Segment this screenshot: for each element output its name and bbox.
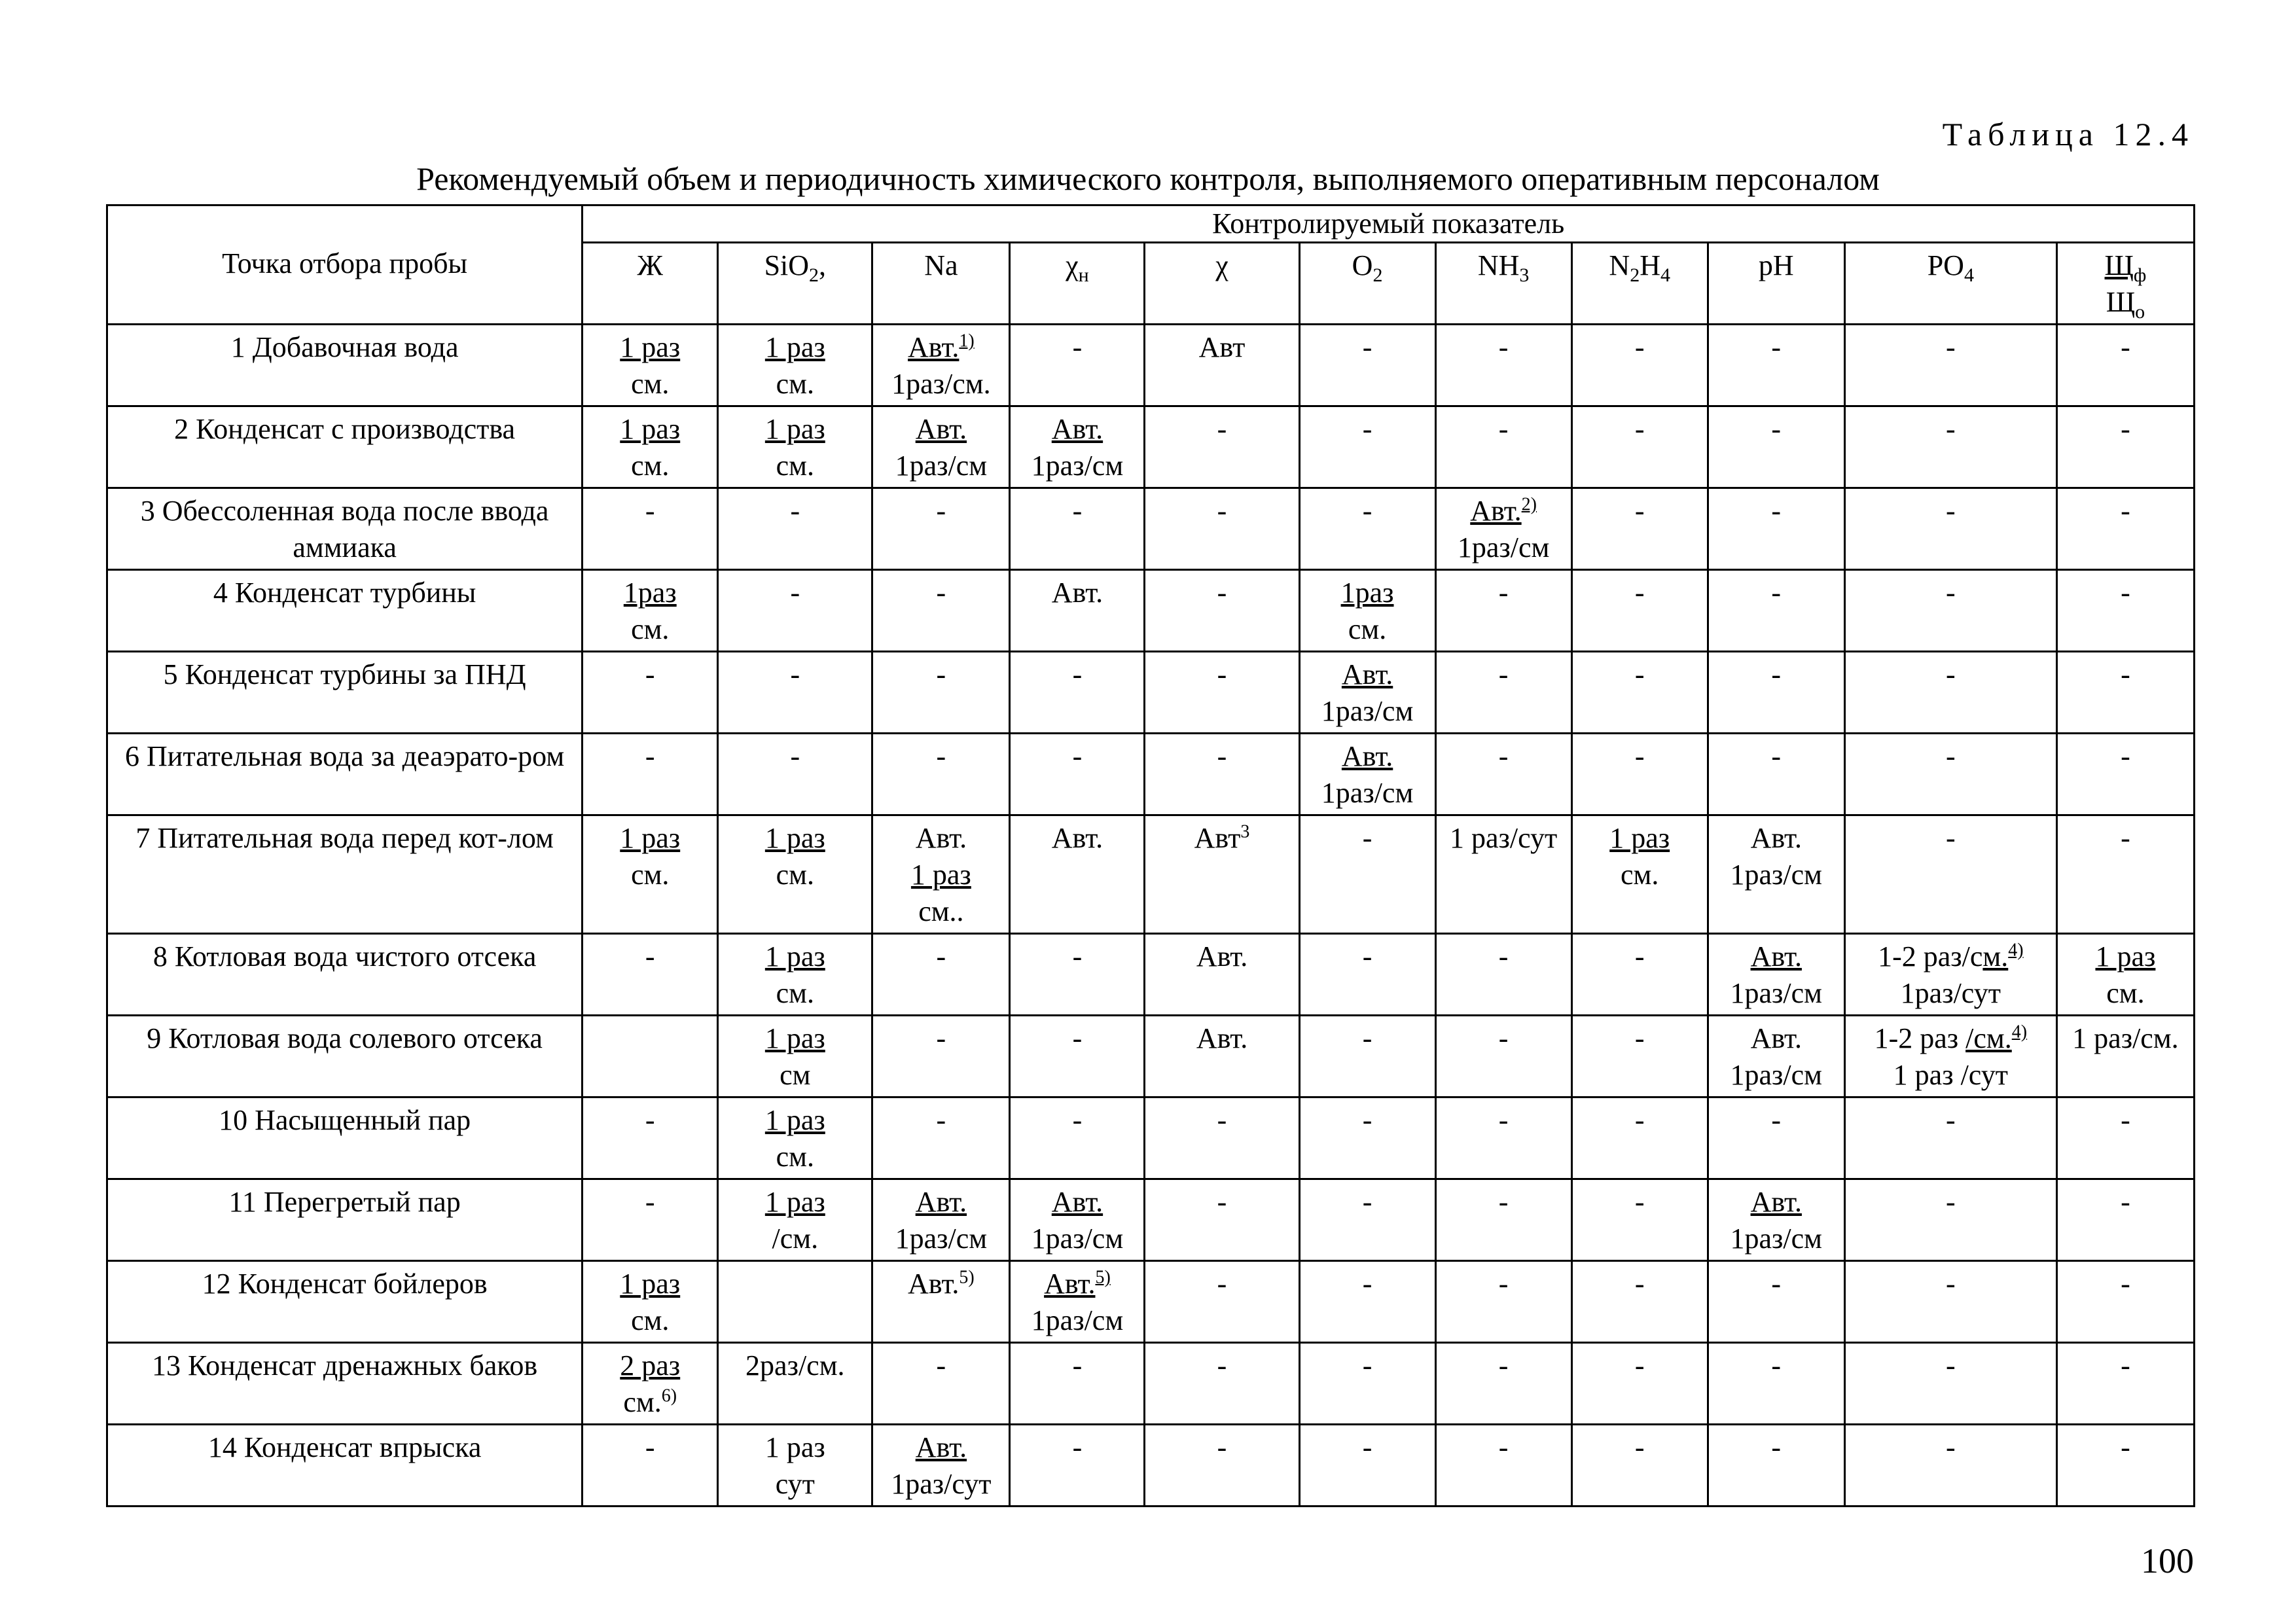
sampling-point-cell: 10 Насыщенный пар — [107, 1097, 583, 1179]
table-cell: - — [1145, 1179, 1299, 1261]
table-cell: - — [1571, 325, 1708, 406]
sampling-point-cell: 7 Питательная вода перед кот-лом — [107, 815, 583, 934]
table-cell: - — [1708, 1261, 1844, 1343]
table-cell: - — [1299, 1261, 1435, 1343]
table-cell: - — [1010, 734, 1145, 815]
col-header-na: Na — [872, 243, 1010, 325]
table-cell: - — [1435, 1097, 1571, 1179]
table-cell: 1 раз см — [718, 1016, 872, 1097]
table-cell: - — [1299, 934, 1435, 1016]
table-cell: - — [2056, 1261, 2194, 1343]
sampling-point-cell: 3 Обессоленная вода после ввода аммиака — [107, 488, 583, 570]
table-cell: - — [1571, 1097, 1708, 1179]
table-cell: - — [583, 488, 718, 570]
table-cell — [718, 1261, 872, 1343]
table-cell: - — [1145, 406, 1299, 488]
table-cell: - — [1145, 1097, 1299, 1179]
table-cell: 1 раз см. — [583, 325, 718, 406]
table-cell: Авт. — [1145, 934, 1299, 1016]
sampling-point-cell: 13 Конденсат дренажных баков — [107, 1343, 583, 1425]
sampling-point-cell: 9 Котловая вода солевого отсека — [107, 1016, 583, 1097]
table-cell: - — [583, 1097, 718, 1179]
table-cell: 1 раз см. — [718, 325, 872, 406]
table-cell: - — [718, 734, 872, 815]
table-cell: Авт. 1раз/см — [1708, 934, 1844, 1016]
table-cell: - — [1299, 488, 1435, 570]
table-cell: 1 раз см. — [718, 1097, 872, 1179]
table-cell: - — [2056, 1425, 2194, 1507]
table-cell: - — [1844, 406, 2056, 488]
page-number: 100 — [2141, 1541, 2194, 1580]
controlled-indicator-header: Контролируемый показатель — [583, 205, 2195, 243]
table-cell: - — [1571, 734, 1708, 815]
table-cell: - — [583, 1425, 718, 1507]
table-row — [107, 406, 2195, 488]
cell-line-1-head: 1-2 раз — [1874, 1022, 1966, 1054]
table-cell: - — [1844, 325, 2056, 406]
table-cell: Авт.$^{5)}$ — [872, 1261, 1010, 1343]
table-cell: - — [1708, 734, 1844, 815]
table-cell: 1раз см. — [583, 570, 718, 652]
sampling-point-cell: 4 Конденсат турбины — [107, 570, 583, 652]
table-cell: - — [1708, 1343, 1844, 1425]
sampling-point-cell: 12 Конденсат бойлеров — [107, 1261, 583, 1343]
table-cell: - — [1435, 1425, 1571, 1507]
table-cell: - — [1844, 488, 2056, 570]
table-cell: 1 раз см. — [583, 1261, 718, 1343]
table-cell: - — [1010, 652, 1145, 734]
table-cell: - — [1010, 1097, 1145, 1179]
table-cell: - — [872, 488, 1010, 570]
table-cell: - — [1571, 570, 1708, 652]
col-header-hardness: Ж — [583, 243, 718, 325]
table-row — [107, 815, 2195, 934]
table-cell: - — [1844, 815, 2056, 934]
table-cell: - — [1299, 1097, 1435, 1179]
table-cell: - — [1708, 406, 1844, 488]
table-cell: - — [1571, 934, 1708, 1016]
table-cell: 1 раз см. — [2056, 934, 2194, 1016]
col-header-n2h4: $N_2H_4$ — [1571, 243, 1708, 325]
table-cell: Авт. — [1010, 570, 1145, 652]
table-cell: - — [1145, 570, 1299, 652]
table-cell: - — [1844, 734, 2056, 815]
table-cell: - — [2056, 652, 2194, 734]
table-cell: - — [1010, 934, 1145, 1016]
table-cell: - — [718, 488, 872, 570]
table-cell: - — [1844, 1097, 2056, 1179]
table-cell: - — [1435, 734, 1571, 815]
table-cell: - — [1435, 1343, 1571, 1425]
table-cell: - — [1844, 1179, 2056, 1261]
table-cell: - — [872, 1097, 1010, 1179]
table-cell: - — [1145, 488, 1299, 570]
col-header-alkalinity: $Щ_ф$ $Щ_о$ — [2056, 243, 2194, 325]
table-cell: Авт. — [1145, 1016, 1299, 1097]
table-cell: - — [1299, 1016, 1435, 1097]
table-cell: Авт. 1раз/см — [1708, 1016, 1844, 1097]
table-cell: Авт. 1раз/см — [1010, 406, 1145, 488]
col-header-ph: pH — [1708, 243, 1844, 325]
table-cell: - — [1010, 1425, 1145, 1507]
cell-line-1: 1-2 раз/см.$^{4)}$ — [1878, 940, 2024, 972]
table-cell: 1раз см. — [1299, 570, 1435, 652]
sampling-point-cell: 2 Конденсат с производства — [107, 406, 583, 488]
table-row — [107, 1016, 2195, 1097]
table-cell: - — [583, 934, 718, 1016]
table-cell: Авт.$^{2)}$ 1раз/см — [1435, 488, 1571, 570]
cell-line-1-head: 1-2 раз/с — [1878, 940, 1983, 972]
table-cell: Авт$^3$ — [1145, 815, 1299, 934]
table-cell: - — [1571, 1425, 1708, 1507]
table-cell: Авт. 1раз/см — [1010, 1179, 1145, 1261]
table-cell: - — [1010, 1016, 1145, 1097]
table-cell: - — [2056, 325, 2194, 406]
chemical-control-table — [106, 204, 2195, 1507]
col-header-sio2: SiO$_2$, — [718, 243, 872, 325]
table-cell: Авт.$^{1)}$ 1раз/см. — [872, 325, 1010, 406]
table-cell: - — [1571, 1179, 1708, 1261]
table-cell: - — [2056, 1343, 2194, 1425]
table-cell: - — [1571, 652, 1708, 734]
sampling-point-cell: 1 Добавочная вода — [107, 325, 583, 406]
table-cell: - — [1145, 1425, 1299, 1507]
table-row — [107, 1097, 2195, 1179]
table-cell: - — [2056, 815, 2194, 934]
table-cell: - — [718, 652, 872, 734]
table-cell: 1-2 раз /см.$^{4)}$ 1 раз /сут — [1844, 1016, 2056, 1097]
table-row — [107, 325, 2195, 406]
col-header-po4: $PO_4$ — [1844, 243, 2056, 325]
table-cell: - — [1844, 1343, 2056, 1425]
table-cell: 2 раз см.$^{6)}$ — [583, 1343, 718, 1425]
table-cell: 1 раз/сут — [1435, 815, 1571, 934]
table-row — [107, 1425, 2195, 1507]
sampling-point-cell: 6 Питательная вода за деаэрато-ром — [107, 734, 583, 815]
table-cell: - — [2056, 1097, 2194, 1179]
table-cell: - — [1145, 1261, 1299, 1343]
table-cell: 2раз/см. — [718, 1343, 872, 1425]
table-cell: - — [1571, 488, 1708, 570]
table-cell: - — [2056, 1179, 2194, 1261]
sampling-point-cell: 5 Конденсат турбины за ПНД — [107, 652, 583, 734]
table-cell: - — [2056, 734, 2194, 815]
sampling-point-cell: 8 Котловая вода чистого отсека — [107, 934, 583, 1016]
table-cell: - — [1010, 488, 1145, 570]
table-cell: - — [872, 570, 1010, 652]
table-cell: - — [872, 1016, 1010, 1097]
col-header-chi: χ — [1145, 243, 1299, 325]
table-row — [107, 1343, 2195, 1425]
table-cell: Авт — [1145, 325, 1299, 406]
sampling-point-header: Точка отбора пробы — [107, 205, 583, 325]
table-cell: 1 раз см. — [583, 815, 718, 934]
table-cell: 1 раз /см. — [718, 1179, 872, 1261]
table-cell: - — [1571, 1261, 1708, 1343]
table-title: Рекомендуемый объем и периодичность химического контроля, выполняемого оперативным персоналом — [416, 160, 1880, 197]
sampling-point-cell: 11 Перегретый пар — [107, 1179, 583, 1261]
col-header-nh3: $NH_3$ — [1435, 243, 1571, 325]
table-cell: 1 раз см. — [1571, 815, 1708, 934]
table-cell: - — [1299, 815, 1435, 934]
table-cell: - — [1435, 406, 1571, 488]
table-cell: - — [1844, 570, 2056, 652]
table-cell: - — [1435, 570, 1571, 652]
table-cell: - — [2056, 570, 2194, 652]
table-cell: - — [1708, 1425, 1844, 1507]
table-cell: 1 раз/см. — [2056, 1016, 2194, 1097]
table-cell: - — [1299, 1425, 1435, 1507]
table-cell: - — [872, 1343, 1010, 1425]
table-cell: 1 раз см. — [718, 406, 872, 488]
table-cell: 1-2 раз/см.$^{4)}$ 1раз/сут — [1844, 934, 2056, 1016]
table-cell: - — [1708, 570, 1844, 652]
table-row — [107, 934, 2195, 1016]
table-cell: - — [2056, 488, 2194, 570]
table-cell: - — [1299, 1343, 1435, 1425]
table-cell: - — [583, 652, 718, 734]
table-cell: - — [583, 734, 718, 815]
table-cell: Авт. 1раз/см — [1708, 815, 1844, 934]
table-cell: 1 раз см. — [583, 406, 718, 488]
table-cell: - — [718, 570, 872, 652]
table-cell: - — [1435, 325, 1571, 406]
table-cell: - — [1145, 1343, 1299, 1425]
table-cell: - — [872, 734, 1010, 815]
table-row — [107, 488, 2195, 570]
table-cell: - — [1145, 652, 1299, 734]
table-cell: Авт. 1раз/см — [872, 1179, 1010, 1261]
table-cell: 1 раз сут — [718, 1425, 872, 1507]
table-cell: - — [1435, 1016, 1571, 1097]
table-cell: - — [1435, 1261, 1571, 1343]
table-cell: - — [1010, 1343, 1145, 1425]
table-row — [107, 734, 2195, 815]
table-cell: Авт. 1раз/сут — [872, 1425, 1010, 1507]
table-cell: - — [1844, 1425, 2056, 1507]
table-cell: - — [1708, 325, 1844, 406]
table-cell: - — [1708, 488, 1844, 570]
cell-line-1: 1-2 раз /см.$^{4)}$ — [1874, 1022, 2028, 1054]
table-cell: - — [583, 1179, 718, 1261]
table-body — [107, 325, 2195, 1507]
table-cell: - — [1299, 325, 1435, 406]
table-cell: Авт. — [1010, 815, 1145, 934]
table-cell: - — [2056, 406, 2194, 488]
table-cell: - — [1299, 406, 1435, 488]
table-cell: Авт. 1 раз см.. — [872, 815, 1010, 934]
sampling-point-cell: 14 Конденсат впрыска — [107, 1425, 583, 1507]
table-cell: Авт. 1раз/см — [1708, 1179, 1844, 1261]
table-cell: - — [872, 934, 1010, 1016]
table-cell: Авт. 1раз/см — [1299, 734, 1435, 815]
table-cell: 1 раз см. — [718, 934, 872, 1016]
table-cell: - — [1435, 1179, 1571, 1261]
table-cell: - — [1145, 734, 1299, 815]
col-header-o2: $O_2$ — [1299, 243, 1435, 325]
table-cell: 1 раз см. — [718, 815, 872, 934]
table-cell: - — [1299, 1179, 1435, 1261]
table-cell: - — [1010, 325, 1145, 406]
table-cell: Авт. 1раз/см — [872, 406, 1010, 488]
table-cell: - — [1435, 652, 1571, 734]
table-cell: - — [1844, 1261, 2056, 1343]
table-cell: - — [1571, 1343, 1708, 1425]
table-label: Таблица 12.4 — [1942, 116, 2194, 152]
table-row — [107, 1261, 2195, 1343]
table-cell: Авт. 1раз/см — [1299, 652, 1435, 734]
table-cell: - — [1571, 406, 1708, 488]
table-cell: - — [1844, 652, 2056, 734]
table-cell: - — [872, 652, 1010, 734]
table-cell: Авт.$^{5)}$ 1раз/см — [1010, 1261, 1145, 1343]
table-cell: - — [1708, 652, 1844, 734]
col-header-chi-n: $\chi_н$ — [1010, 243, 1145, 325]
table-cell — [583, 1016, 718, 1097]
table-row — [107, 1179, 2195, 1261]
table-cell: - — [1571, 1016, 1708, 1097]
table-cell: - — [1435, 934, 1571, 1016]
table-row — [107, 652, 2195, 734]
table-row — [107, 570, 2195, 652]
table-cell: - — [1708, 1097, 1844, 1179]
